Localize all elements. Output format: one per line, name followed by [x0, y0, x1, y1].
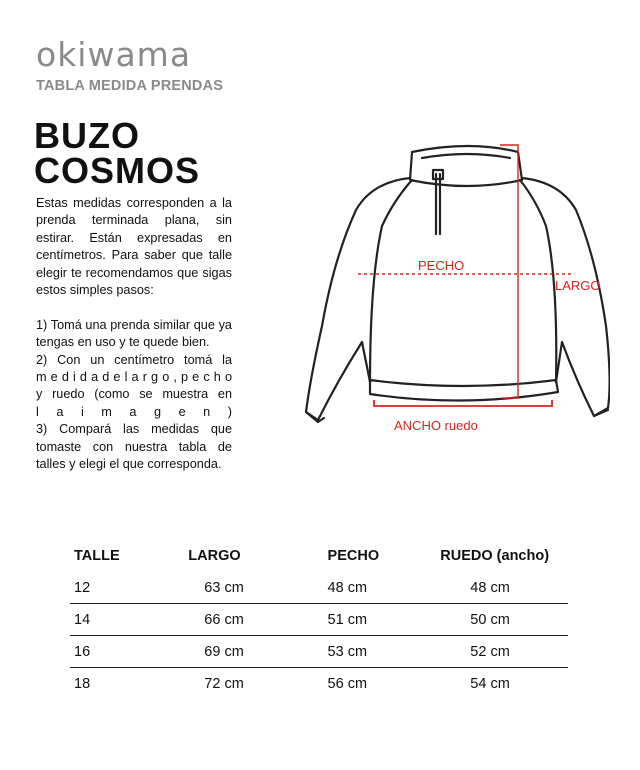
step-1: 1) Tomá una prenda similar que ya tengas en uso y te quede bien. [36, 317, 232, 350]
table-row [70, 636, 568, 668]
raglan-seam-left [370, 180, 412, 382]
cell-talle: 14 [70, 604, 184, 636]
product-title-line2: COSMOS [34, 150, 201, 191]
product-title [34, 115, 201, 191]
cell-ruedo: 48 cm [436, 572, 568, 604]
step-3: 3) Compará las medidas que tomaste con nuestra tabla de talles y elegi el que corresponda. [36, 422, 232, 472]
size-table [70, 540, 568, 699]
cell-largo: 63 cm [184, 572, 323, 604]
step-2-line-b: m e d i d a d e l a r g o , p e c h o [36, 370, 232, 385]
collar-inner-line [422, 154, 510, 158]
header-pecho: PECHO [327, 548, 380, 564]
cell-ruedo: 52 cm [436, 636, 568, 668]
cell-pecho: 53 cm [324, 636, 437, 668]
chest-label: PECHO [418, 258, 465, 273]
intro-paragraph: Estas medidas corresponden a la prenda terminada plana, sin estirar. Están expresadas en centímetros. Para saber que talle elegir te recomendamos que sigas estos simples pasos: [36, 196, 232, 298]
header-talle: TALLE [74, 548, 120, 564]
hem-width-label: ANCHO ruedo [394, 418, 478, 433]
cell-ruedo: 50 cm [436, 604, 568, 636]
cell-ruedo: 54 cm [470, 675, 510, 692]
table-row [70, 572, 568, 604]
cell-pecho: 56 cm [327, 675, 368, 692]
header-ruedo: RUEDO (ancho) [440, 548, 550, 564]
cell-talle: 12 [70, 572, 184, 604]
instructions-text [36, 195, 232, 473]
body-outline-right [522, 178, 610, 416]
cell-talle: 18 [74, 675, 91, 692]
brand-logo: okiwama [36, 35, 192, 74]
cell-talle: 16 [70, 636, 184, 668]
table-row [70, 604, 568, 636]
cell-pecho: 51 cm [324, 604, 437, 636]
step-2-line-d: l a i m a g e n ) [36, 404, 232, 419]
zipper-pull [433, 170, 443, 179]
cell-largo: 72 cm [204, 675, 244, 692]
table-row [70, 668, 568, 700]
header-largo: LARGO [188, 548, 241, 564]
collar-outline [410, 146, 522, 186]
cell-largo: 69 cm [184, 636, 323, 668]
step-2-line-c: y ruedo (como se muestra en [36, 387, 232, 402]
brand-subtitle: TABLA MEDIDA PRENDAS [36, 78, 224, 94]
product-title-line1: BUZO [34, 115, 140, 156]
cell-largo: 66 cm [184, 604, 323, 636]
length-label: LARGO [555, 278, 601, 293]
hem-band [370, 380, 558, 401]
size-table-header [70, 540, 568, 572]
cell-pecho: 48 cm [324, 572, 437, 604]
raglan-seam-right [520, 180, 556, 382]
step-2-line-a: 2) Con un centímetro tomá la [36, 352, 232, 367]
